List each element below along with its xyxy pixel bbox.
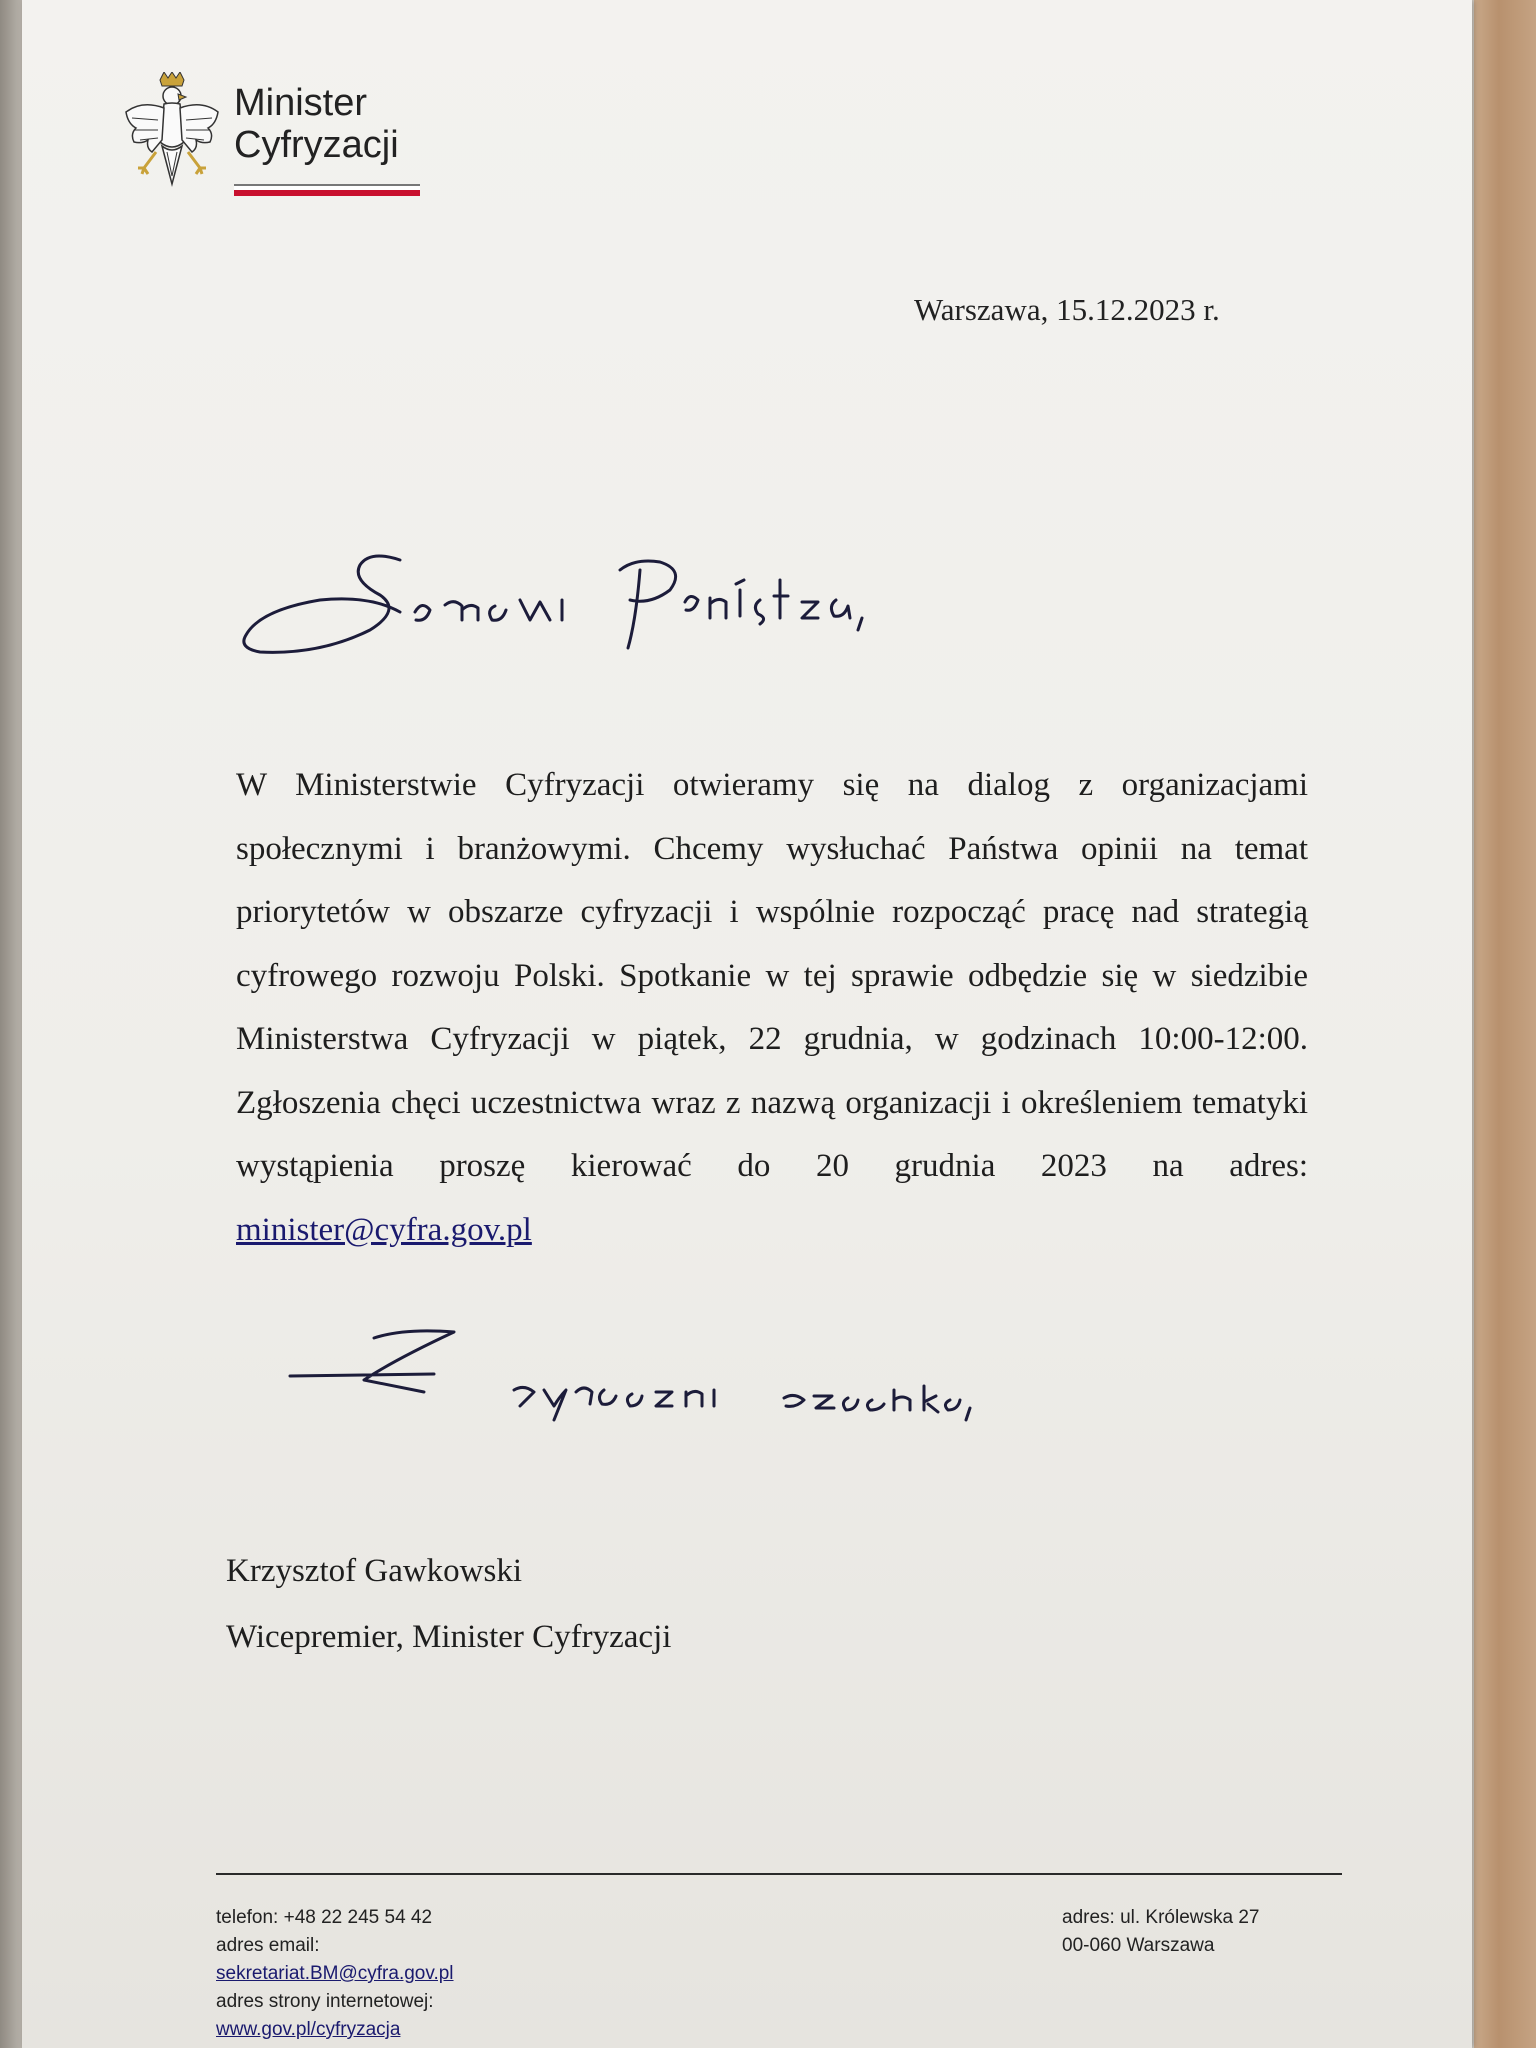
footer-website-line xyxy=(216,1988,454,2044)
footer-phone: telefon: +48 22 245 54 42 xyxy=(216,1907,433,1928)
letter-body xyxy=(236,754,1308,1262)
polish-eagle-emblem-icon xyxy=(122,72,222,202)
ministry-name xyxy=(234,82,420,166)
desk-background xyxy=(1474,0,1536,2048)
ministry-logo xyxy=(122,72,420,202)
footer-website-label: adres strony internetowej: xyxy=(216,1991,434,2012)
signer-name: Krzysztof Gawkowski xyxy=(226,1553,523,1589)
ministry-name-line1: Minister xyxy=(234,82,368,124)
footer-address-line1: adres: ul. Królewska 27 xyxy=(1062,1907,1260,1928)
footer-divider xyxy=(216,1873,1342,1875)
signer-title: Wicepremier, Minister Cyfryzacji xyxy=(226,1619,672,1655)
footer-address-line2: 00-060 Warszawa xyxy=(1062,1935,1215,1956)
footer-address xyxy=(1062,1904,1260,1960)
ministry-name-line2: Cyfryzacji xyxy=(234,124,399,166)
signature-block xyxy=(226,1538,671,1670)
footer-email-line xyxy=(216,1932,454,1988)
footer-website-link[interactable]: www.gov.pl/cyfryzacja xyxy=(216,2019,401,2040)
letter-date: Warszawa, 15.12.2023 r. xyxy=(914,292,1220,327)
footer-contact xyxy=(216,1904,454,2044)
handwritten-closing xyxy=(284,1320,1104,1440)
letter-page xyxy=(22,0,1472,2048)
letter-body-email-link[interactable]: minister@cyfra.gov.pl xyxy=(236,1211,532,1248)
page-edge-shadow xyxy=(0,0,22,2048)
footer-email-label: adres email: xyxy=(216,1935,320,1956)
handwritten-greeting xyxy=(240,540,1020,670)
flag-stripe xyxy=(234,184,420,196)
letter-body-text: W Ministerstwie Cyfryzacji otwieramy się na dialog z organizacjami społecznymi i branżowymi. Chcemy wysłuchać Państwa opinii na temat priorytetów w obszarze cyfryzacji i wspólnie rozpocząć pracę nad strategią cyfrowego rozwoju Polski. Spotkanie w tej sprawie odbędzie się w siedzibie Ministerstwa Cyfryzacji w piątek, 22 grudnia, w godzinach 10:00-12:00. Zgłoszenia chęci uczestnictwa wraz z nazwą organizacji i określeniem tematyki wystąpienia proszę kierować do 20 grudnia 2023 na adres: xyxy=(236,767,1308,1184)
footer-email-link[interactable]: sekretariat.BM@cyfra.gov.pl xyxy=(216,1963,454,1984)
